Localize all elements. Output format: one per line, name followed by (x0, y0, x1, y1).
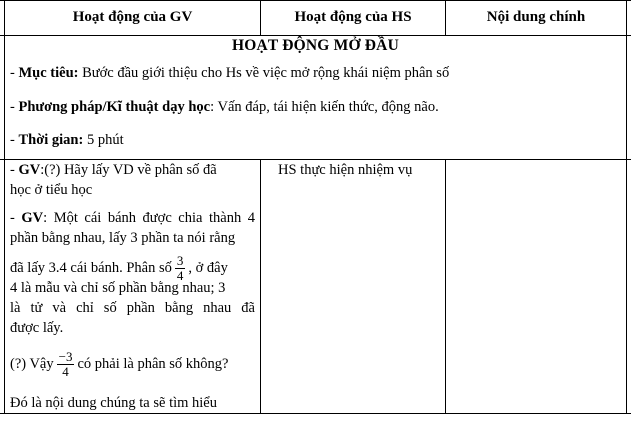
method-label: Phương pháp/Kĩ thuật dạy học (18, 99, 211, 115)
gv-p1-dash: - (10, 162, 19, 178)
objective-text: Bước đầu giới thiệu cho Hs về việc mở rộng khái niệm phân số (78, 65, 450, 81)
gv-cell (10, 160, 255, 413)
table-left-border (4, 0, 5, 414)
gv-p2-line6: được lấy. (10, 320, 64, 336)
fraction-denominator: 4 (62, 364, 69, 379)
gv-p2-text1: : Một cái bánh được chia thành 4 (43, 210, 255, 226)
header-content: Nội dung chính (486, 9, 586, 25)
gv-p1-label: GV (18, 162, 41, 178)
section-title: HOẠT ĐỘNG MỞ ĐẦU (232, 37, 399, 54)
gv-p1-line2: học ở tiểu học (10, 182, 93, 198)
method-dash: - (10, 99, 19, 115)
gv-p1-text1: :(?) Hãy lấy VD về phân số đã (40, 162, 217, 178)
gv-p2-line3-a: đã lấy 3.4 cái bánh. Phân số (10, 259, 172, 276)
gv-p2-line2: phần bằng nhau, lấy 3 phần ta nói rằng (10, 230, 236, 246)
time-line (10, 130, 628, 150)
time-text: 5 phút (83, 132, 124, 148)
fraction-negative-three-fourths (57, 350, 75, 379)
gv-question-b: có phải là phân số không? (77, 355, 229, 372)
gv-question-line (10, 350, 255, 379)
column-divider-1-body (260, 159, 261, 414)
method-text: : Vấn đáp, tái hiện kiến thức, động não. (210, 99, 439, 115)
column-divider-2-body (445, 159, 446, 414)
fraction-denominator: 4 (176, 268, 184, 283)
gv-p2-line1 (10, 208, 255, 228)
objective-label: Mục tiêu: (18, 65, 79, 81)
gv-p1-line1 (10, 160, 255, 180)
gv-p2-label: GV (21, 210, 44, 226)
objective-dash: - (10, 65, 19, 81)
fraction-numerator: −3 (58, 349, 73, 364)
objective-line (10, 63, 628, 83)
header-hs: Hoạt động của HS (294, 9, 412, 25)
table-bottom-border (0, 413, 631, 414)
header-gv: Hoạt động của GV (72, 9, 193, 25)
fraction-numerator: 3 (176, 253, 184, 268)
method-line (10, 97, 628, 117)
gv-p2-line5: là tử và chỉ số phần bằng nhau đã (10, 300, 255, 316)
hs-cell: HS thực hiện nhiệm vụ (278, 162, 413, 178)
gv-p2-dash: - (10, 210, 22, 226)
gv-question-a: (?) Vậy (10, 355, 54, 372)
time-label: Thời gian: (18, 132, 84, 148)
time-dash: - (10, 132, 19, 148)
gv-closing-line: Đó là nội dung chúng ta sẽ tìm hiểu (10, 395, 217, 411)
gv-p2-line3-b: , ở đây (188, 259, 228, 276)
gv-p2-line4: 4 là mẫu và chỉ số phần bằng nhau; 3 (10, 280, 226, 296)
content-cell (447, 160, 625, 413)
